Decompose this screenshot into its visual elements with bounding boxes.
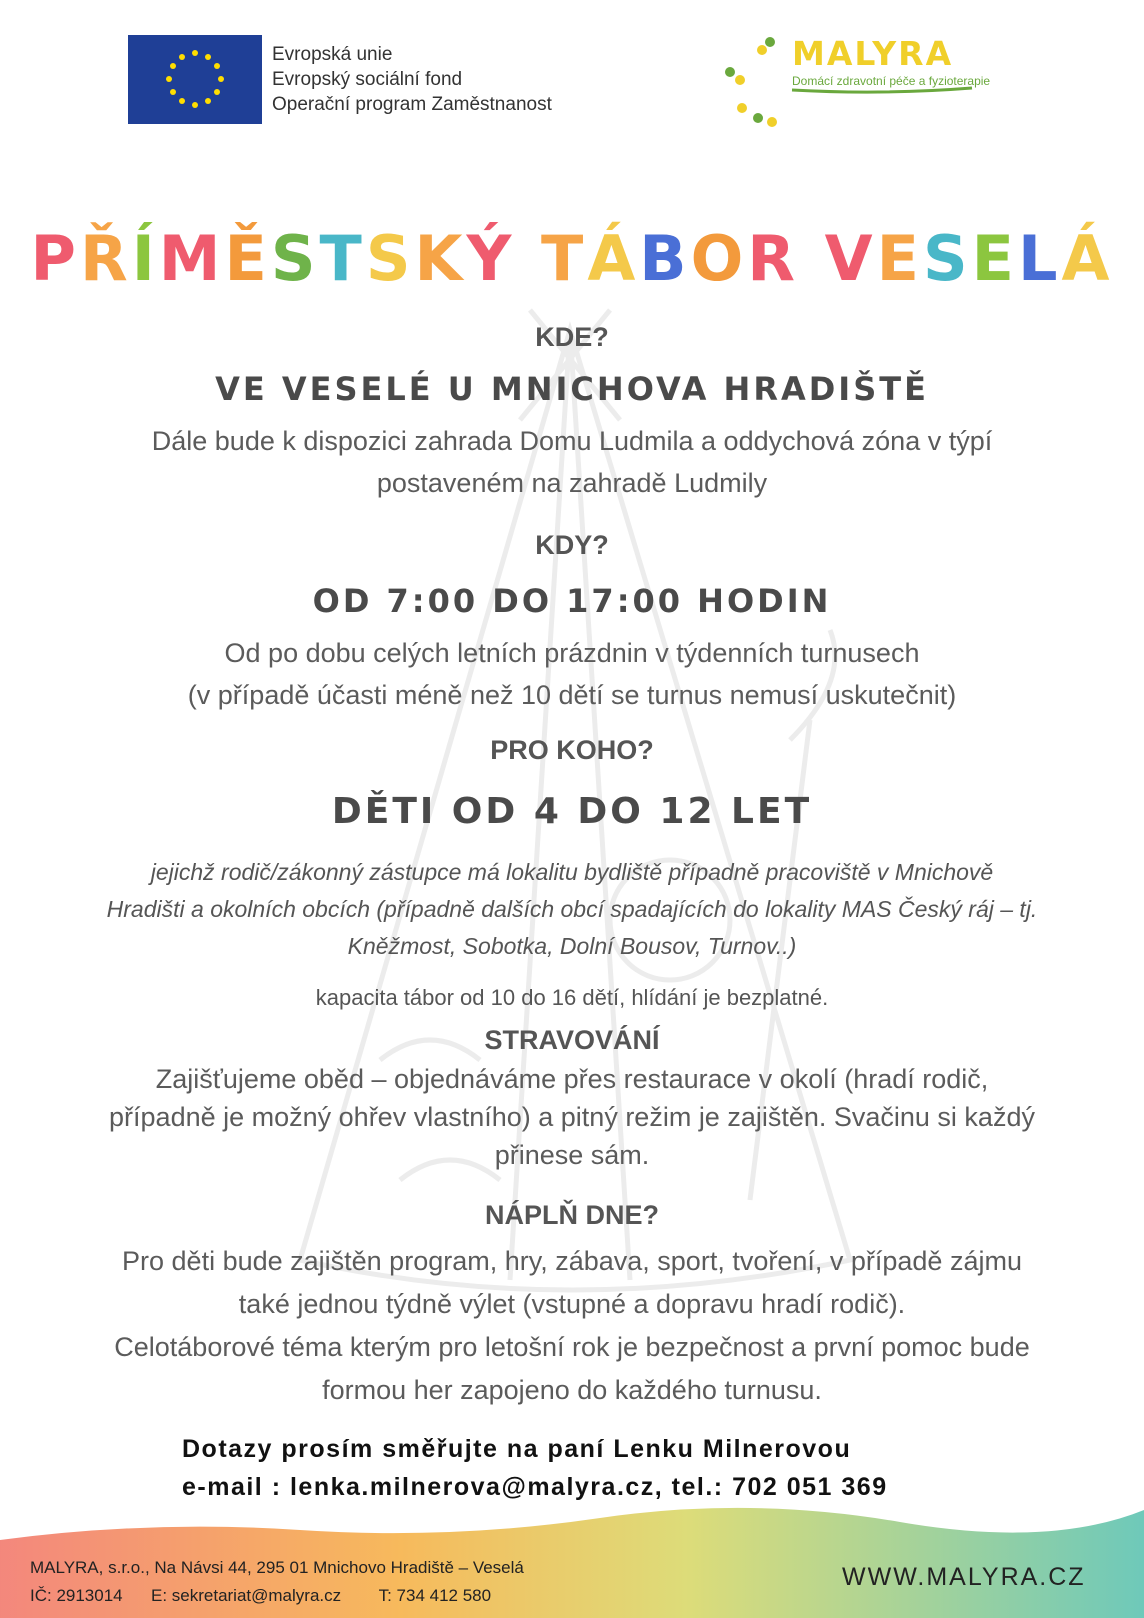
text-line: Dále bude k dispozici zahrada Domu Ludmila a oddychová zóna v týpí [151,426,993,456]
where-question: KDE? [535,322,609,352]
footer-ids [30,1582,524,1610]
footer-address [30,1554,524,1610]
address-line: MALYRA, s.r.o., Na Návsi 44, 295 01 Mnichovo Hradiště – Veselá [30,1558,524,1577]
title-letter: Ý [466,222,516,295]
text-line: přinese sám. [494,1140,650,1170]
title-letter: Á [1061,222,1114,295]
text-line: (v případě účasti méně než 10 dětí se turnus nemusí uskutečnit) [187,680,957,710]
title-letter: L [1017,222,1062,295]
title-letter: Ě [224,222,271,295]
ic-number: IČ: 2913014 [30,1586,123,1605]
contact-line: Dotazy prosím směřujte na paní Lenku Milnerovou [182,1435,852,1463]
who-text [0,854,1144,965]
eu-program-text [272,42,552,117]
title-letter: S [270,222,320,295]
website-link[interactable]: WWW.MALYRA.CZ [842,1563,1086,1591]
title-letter: K [414,222,467,295]
malyra-brand-name: MALYRA [792,34,954,73]
eu-line: Evropský sociální fond [272,69,463,90]
title-letter: S [365,222,415,295]
who-answer: DĚTI OD 4 DO 12 LET [331,791,813,832]
title-letter: M [158,222,225,295]
text-line: Kněžmost, Sobotka, Dolní Bousov, Turnov..) [347,933,797,959]
text-line: případně je možný ohřev vlastního) a pitný režim je zajištěn. Svačinu si každý [109,1102,1035,1132]
title-letter: E [971,222,1018,295]
title-letter: Í [131,222,159,295]
title-space [799,222,825,295]
text-line: Pro děti bude zajištěn program, hry, zábava, sport, tvoření, v případě zájmu [122,1246,1022,1276]
capacity-text: kapacita tábor od 10 do 16 dětí, hlídání je bezplatné. [315,985,829,1010]
text-line: Od po dobu celých letních prázdnin v týdenních turnusech [224,638,920,668]
title-letter: O [690,222,748,295]
program-text [0,1240,1144,1412]
title-letter: P [30,222,80,295]
title-letter: Ř [79,222,132,295]
food-text [0,1060,1144,1174]
title-letter: T [541,222,588,295]
title-space [515,222,541,295]
when-answer: OD 7:00 DO 17:00 HODIN [312,582,832,620]
title-letter: V [824,222,877,295]
text-line: Celotáborové téma kterým pro letošní rok je bezpečnost a první pomoc bude [114,1332,1030,1362]
food-question: STRAVOVÁNÍ [484,1025,660,1055]
footer-phone[interactable]: T: 734 412 580 [378,1586,492,1605]
malyra-tagline: Domácí zdravotní péče a fyzioterapie [792,74,991,88]
title-letter: E [876,222,923,295]
title-letter: S [922,222,972,295]
title-letter: B [639,222,691,295]
title-letter: R [747,222,800,295]
text-line: jejichž rodič/zákonný zástupce má lokalitu bydliště případně pracoviště v Mnichově [150,859,994,885]
text-line: postaveném na zahradě Ludmily [376,468,768,498]
when-text [0,632,1144,716]
title-letter: Á [587,222,640,295]
title-letter: T [319,222,366,295]
text-line: formou her zapojeno do každého turnusu. [322,1375,822,1405]
eu-flag-logo [128,35,262,124]
eu-line: Operační program Zaměstnanost [272,94,552,115]
who-question: PRO KOHO? [490,735,654,765]
where-answer: VE VESELÉ U MNICHOVA HRADIŠTĚ [215,370,929,408]
contact-block [182,1430,888,1506]
page-title [0,222,1144,295]
eu-line: Evropská unie [272,44,393,65]
when-question: KDY? [535,530,609,560]
footer-email[interactable]: E: sekretariat@malyra.cz [150,1586,342,1605]
program-question: NÁPLŇ DNE? [485,1200,659,1230]
text-line: Hradišti a okolních obcích (případně dalších obcí spadajících do lokality MAS Český ráj – tj. [106,896,1038,922]
contact-email-phone[interactable]: e-mail : lenka.milnerova@malyra.cz, tel.: 702 051 369 [182,1473,888,1501]
text-line: Zajišťujeme oběd – objednáváme přes restaurace v okolí (hradí rodič, [155,1064,989,1094]
where-text [0,420,1144,504]
text-line: také jednou týdně výlet (vstupné a dopravu hradí rodič). [238,1289,906,1319]
